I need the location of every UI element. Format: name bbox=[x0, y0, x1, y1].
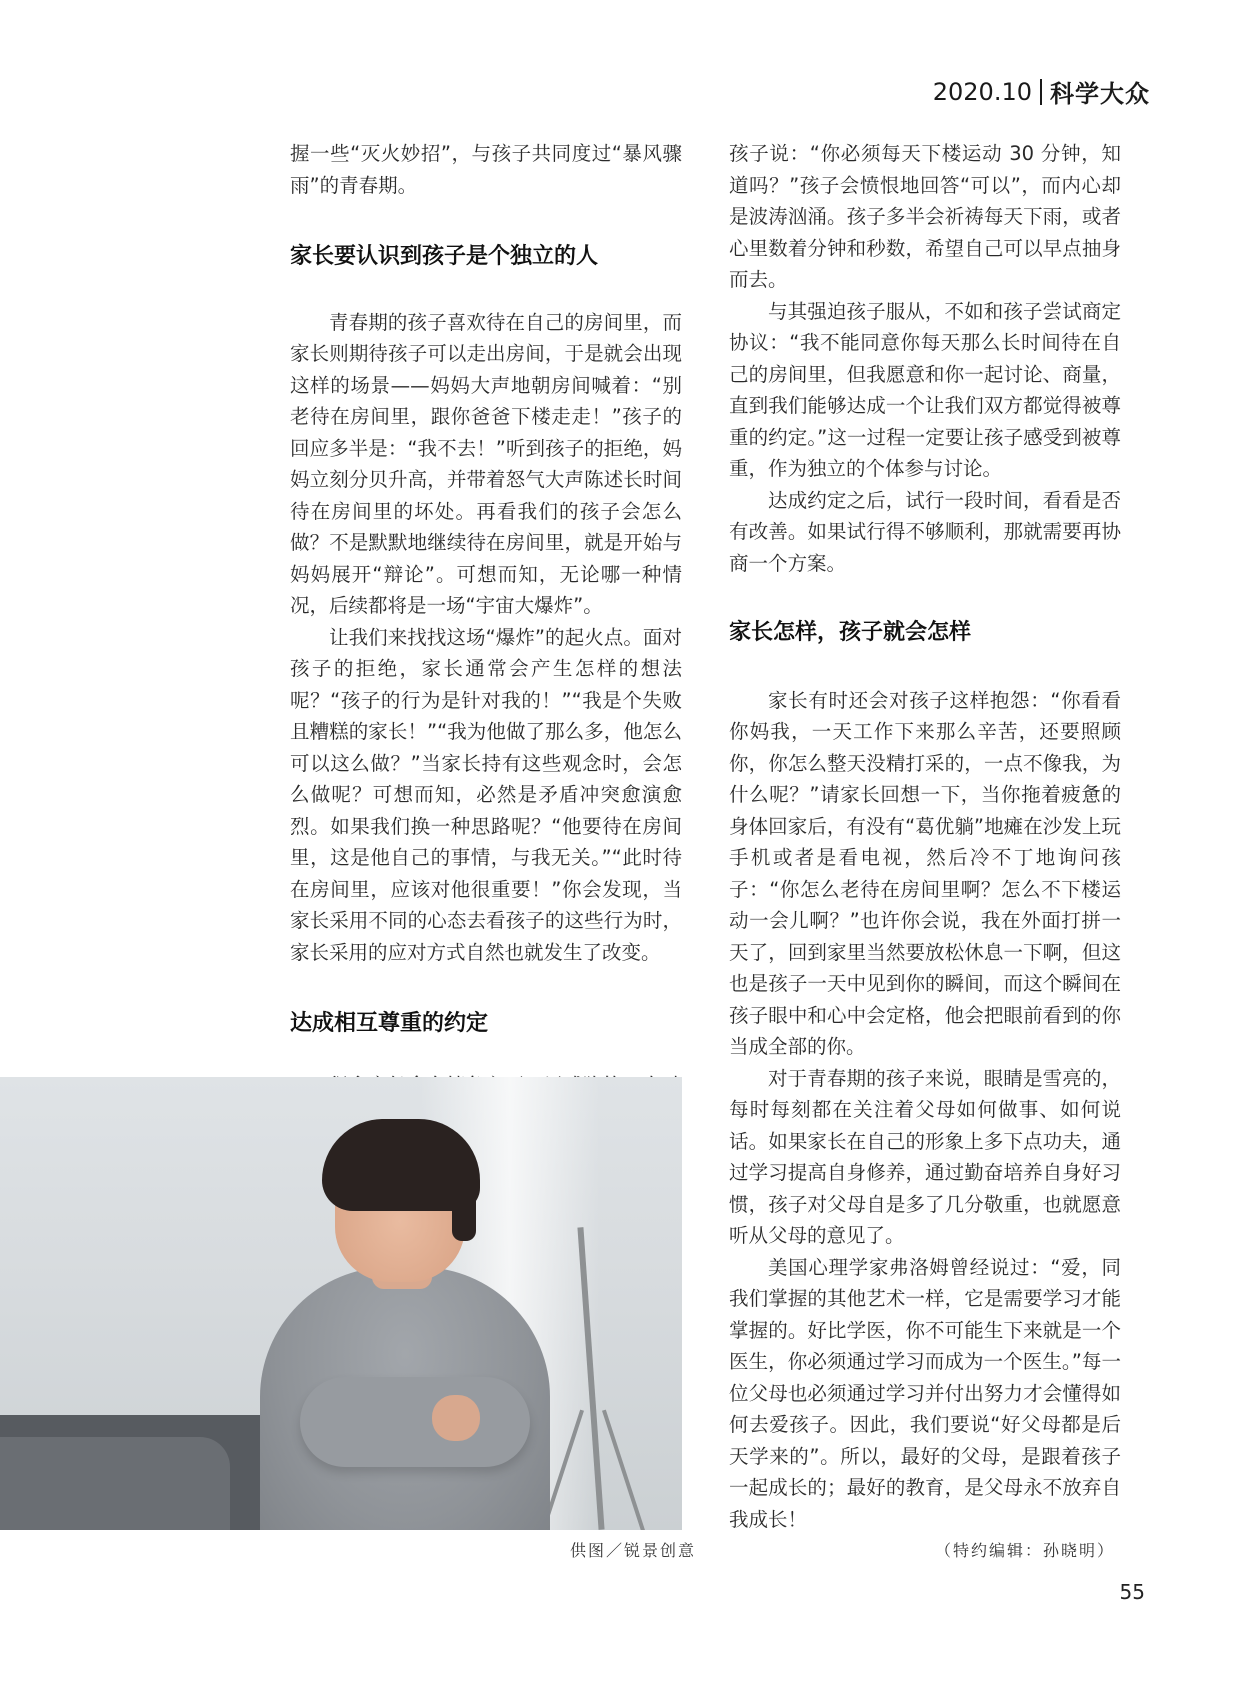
paragraph: 握一些“灭火妙招”，与孩子共同度过“暴风骤雨”的青春期。 bbox=[290, 142, 682, 197]
issue-date: 2020.10 bbox=[932, 77, 1032, 106]
header-divider bbox=[1040, 79, 1042, 105]
paragraph: 家长有时还会对孩子这样抱怨：“你看看你妈我，一天工作下来那么辛苦，还要照顾你，你怎么整天没精打采的，一点不像我，为什么呢？”请家长回想一下，当你拖着疲惫的身体回家后，有没有“葛优躺”地瘫在沙发上玩手机或者是看电视，然后冷不丁地询问孩子：“你怎么老待在房间里啊？怎么不下楼运动一会儿啊？”也许你会说，我在外面打拼一天了，回到家里当然要放松休息一下啊，但这也是孩子一天中见到你的瞬间，而这个瞬间在孩子眼中和心中会定格，他会把眼前看到的你当成全部的你。 bbox=[729, 688, 1121, 1058]
photo-credit: 供图／锐景创意 bbox=[570, 1541, 697, 1560]
right-column bbox=[729, 138, 1121, 1535]
page-header bbox=[933, 74, 1150, 109]
paragraph: 青春期的孩子喜欢待在自己的房间里，而家长则期待孩子可以走出房间，于是就会出现这样的场景——妈妈大声地朝房间喊着：“别老待在房间里，跟你爸爸下楼走走！”孩子的回应多半是：“我不去！”听到孩子的拒绝，妈妈立刻分贝升高，并带着怒气大声陈述长时间待在房间里的坏处。再看我们的孩子会怎么做？不是默默地继续待在房间里，就是开始与妈妈展开“辩论”。可想而知，无论哪一种情况，后续都将是一场“宇宙大爆炸”。 bbox=[290, 310, 682, 617]
paragraph: 孩子说：“你必须每天下楼运动 30 分钟，知道吗？”孩子会愤恨地回答“可以”，而内心却是波涛汹涌。孩子多半会祈祷每天下雨，或者心里数着分钟和秒数，希望自己可以早点抽身而去。 bbox=[729, 142, 1122, 291]
paragraph: 对于青春期的孩子来说，眼睛是雪亮的，每时每刻都在关注着父母如何做事、如何说话。如果家长在自己的形象上多下点功夫，通过学习提高自身修养，通过勤奋培养自身好习惯，孩子对父母自是多了几分敬重，也就愿意听从父母的意见了。 bbox=[729, 1066, 1121, 1247]
magazine-logo: 科学大众 bbox=[1050, 79, 1150, 108]
editor-credit: （特约编辑：孙晓明） bbox=[935, 1541, 1116, 1560]
paragraph: 让我们来找找这场“爆炸”的起火点。面对孩子的拒绝，家长通常会产生怎样的想法呢？“孩子的行为是针对我的！”“我是个失败且糟糕的家长！”“我为他做了那么多，他怎么可以这么做？”当家长持有这些观念时，会怎么做呢？可想而知，必然是矛盾冲突愈演愈烈。如果我们换一种思路呢？“他要待在房间里，这是他自己的事情，与我无关。”“此时待在房间里，应该对他很重要！”你会发现，当家长采用不同的心态去看孩子的这些行为时，家长采用的应对方式自然也就发生了改变。 bbox=[290, 625, 682, 964]
boy-hair bbox=[452, 1161, 476, 1241]
section-heading: 家长要认识到孩子是个独立的人 bbox=[290, 244, 599, 269]
floor-lamp-leg bbox=[602, 1410, 646, 1530]
page-number: 55 bbox=[1119, 1580, 1145, 1604]
paragraph: 美国心理学家弗洛姆曾经说过：“爱，同我们掌握的其他艺术一样，它是需要学习才能掌握的。好比学医，你不可能生下来就是一个医生，你必须通过学习而成为一个医生。”每一位父母也必须通过学习并付出努力才会懂得如何去爱孩子。因此，我们要说“好父母都是后天学来的”。所以，最好的父母，是跟着孩子一起成长的；最好的教育，是父母永不放弃自我成长！ bbox=[729, 1255, 1121, 1531]
left-column bbox=[290, 138, 682, 1101]
crossed-arms bbox=[300, 1377, 530, 1467]
sofa-cushion bbox=[0, 1437, 230, 1530]
section-heading: 达成相互尊重的约定 bbox=[290, 1011, 489, 1036]
section-heading: 家长怎样，孩子就会怎样 bbox=[729, 620, 972, 645]
boy-hand bbox=[432, 1395, 480, 1441]
boy-arms-crossed-photo bbox=[0, 1077, 682, 1530]
paragraph: 与其强迫孩子服从，不如和孩子尝试商定协议：“我不能同意你每天那么长时间待在自己的房间里，但我愿意和你一起讨论、商量，直到我们能够达成一个让我们双方都觉得被尊重的约定。”这一过程一定要让孩子感受到被尊重，作为独立的个体参与讨论。 bbox=[729, 299, 1121, 480]
paragraph: 达成约定之后，试行一段时间，看看是否有改善。如果试行得不够顺利，那就需要再协商一个方案。 bbox=[729, 488, 1121, 575]
